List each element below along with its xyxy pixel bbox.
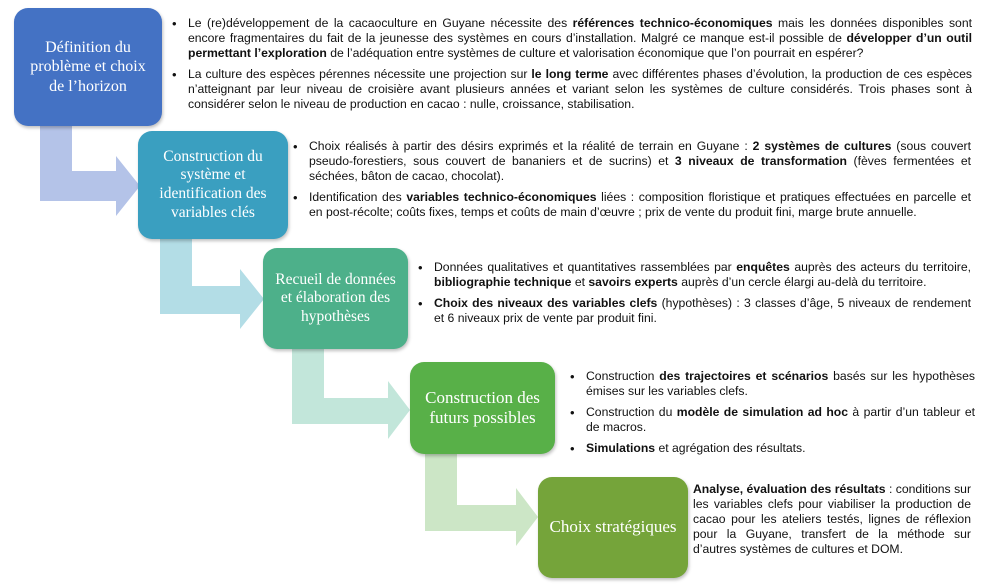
text-segment: et agrégation des résultats.: [655, 441, 806, 455]
step-2-bullet-list: [293, 139, 971, 220]
bullet-item: [418, 296, 971, 326]
flow-arrow-4: [425, 454, 538, 546]
emphasis-text: des trajectoires et scénarios: [659, 369, 829, 383]
text-segment: de l’adéquation entre systèmes de culture et valorisation économique que l’on pourrait en espérer?: [326, 46, 864, 60]
text-segment: Le (re)développement de la cacaoculture en Guyane nécessite des: [188, 16, 573, 30]
text-segment: basés sur les hypothèses émises sur les variables clefs.: [586, 369, 975, 398]
step-1-title: Définition du problème et choix de l’horizon: [30, 39, 146, 95]
flow-arrow-1: [40, 126, 140, 216]
step-1-bullet-list: [172, 16, 972, 112]
bullet-item: [570, 441, 975, 456]
text-segment: et: [571, 275, 589, 289]
emphasis-text: le long terme: [531, 67, 609, 81]
step-4-title: Construction des futurs possibles: [425, 387, 540, 427]
text-segment: auprès d’un cercle élargi au-delà du territoire.: [677, 275, 927, 289]
step-2-title: Construction du système et identification des variables clés: [159, 147, 267, 221]
bullet-item: [293, 139, 971, 184]
step-5-paragraph: [693, 482, 971, 557]
emphasis-text: Analyse, évaluation des résultats: [693, 482, 886, 496]
step-3-bullet-list: [418, 260, 971, 326]
text-segment: Construction: [586, 369, 660, 383]
flow-arrow-3: [292, 349, 410, 439]
emphasis-text: bibliographie technique: [434, 275, 572, 289]
emphasis-text: Simulations: [586, 441, 656, 455]
text-segment: Construction du: [586, 405, 677, 419]
step-5-box: [538, 477, 688, 578]
text-segment: (fèves fermentées et séchées, bâton de cacao, chocolat).: [309, 154, 971, 183]
text-segment: (hypothèses) : 3 classes d’âge, 5 niveaux de rendement et 6 niveaux prix de vente par produit fini.: [434, 296, 971, 325]
emphasis-text: développer d’un outil permettant l’exploration: [188, 31, 972, 60]
bullet-item: [570, 405, 975, 435]
step-1-box: [14, 8, 162, 126]
emphasis-text: enquêtes: [736, 260, 790, 274]
emphasis-text: 3 niveaux de transformation: [674, 154, 847, 168]
text-segment: à partir d’un tableur et de macros.: [586, 405, 975, 434]
text-segment: Données qualitatives et quantitatives rassemblées par: [434, 260, 737, 274]
bullet-item: [172, 67, 972, 112]
bullet-item: [570, 369, 975, 399]
emphasis-text: savoirs experts: [588, 275, 678, 289]
emphasis-text: 2 systèmes de cultures: [752, 139, 892, 153]
text-segment: : conditions sur les variables clefs pour viabiliser la production de cacao pour les ateliers testés, lignes de réflexion pour la Guyane, transfert de la méthode sur d’autres systèmes de cultures et DOM.: [693, 482, 972, 556]
step-4-box: [410, 362, 555, 454]
step-4-description: [570, 369, 975, 462]
text-segment: liées : composition floristique et pratiques effectuées en parcelle et en post-récolte; coûts fixes, temps et coûts de main d’œuvre ; prix de vente du produit fini, marge brute annuelle.: [309, 190, 971, 219]
bullet-item: [293, 190, 971, 220]
step-4-bullet-list: [570, 369, 975, 456]
step-2-description: [293, 139, 971, 226]
emphasis-text: Choix des niveaux des variables clefs: [434, 296, 658, 310]
text-segment: mais les données disponibles sont encore fragmentaires du fait de la jeunesse des systèmes en cours d’installation. Malgré ce manque est-il possible de: [188, 16, 972, 45]
text-segment: avec différentes phases d’évolution, la production de ces espèces n’atteignant par leur niveau de croisière avant plusieurs années et variant selon les systèmes de culture considérés. Trois phases sont à considérer selon le niveau de production en cacao : nulle, croissance, stabilisation.: [188, 67, 972, 111]
step-3-box: [263, 248, 408, 349]
flow-arrow-2: [160, 239, 264, 329]
text-segment: La culture des espèces pérennes nécessite une projection sur: [188, 67, 532, 81]
bullet-item: [172, 16, 972, 61]
text-segment: (sous couvert pseudo-forestiers, sous couvert de bananiers et de sucrins) et: [309, 139, 971, 168]
step-1-description: [172, 16, 972, 118]
text-segment: Choix réalisés à partir des désirs exprimés et la réalité de terrain en Guyane :: [309, 139, 753, 153]
step-3-description: [418, 260, 971, 332]
bullet-item: [418, 260, 971, 290]
text-segment: auprès des acteurs du territoire,: [789, 260, 972, 274]
text-segment: Identification des: [309, 190, 407, 204]
step-5-description: [693, 482, 971, 557]
emphasis-text: variables technico-économiques: [406, 190, 597, 204]
step-3-title: Recueil de données et élaboration des hypothèses: [275, 270, 396, 325]
step-5-title: Choix stratégiques: [549, 517, 677, 537]
step-2-box: [138, 131, 288, 239]
emphasis-text: modèle de simulation ad hoc: [676, 405, 849, 419]
emphasis-text: références technico-économiques: [572, 16, 773, 30]
